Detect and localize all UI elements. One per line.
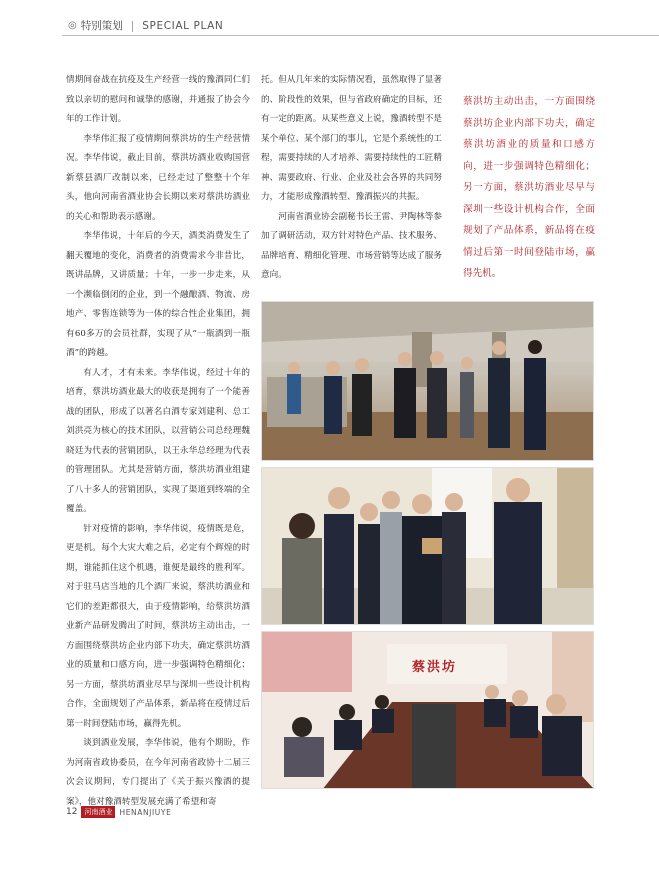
pull-quote: 蔡洪坊主动出击，一方面围绕蔡洪坊企业内部下功夫，确定蔡洪坊酒业的质量和口感方向，进一步强调特色精细化；另一方面，蔡洪坊酒业尽早与深圳一些设计机构合作，全面规划了产品体系，新品将在疫情过后第一时间登陆市场，赢得先机。 <box>463 96 595 279</box>
section-title-cn: 特别策划 <box>80 20 123 32</box>
paragraph: 谈到酒业发展，李华伟说，他有个期盼，作为河南省政协委员，在今年河南省政协十二届三次会议期间，专门提出了《关于振兴豫酒的提案》，他对豫酒转型发展充满了希望和寄 <box>66 738 250 807</box>
factory-scene <box>262 302 594 461</box>
photo-product-inspection <box>261 467 594 625</box>
magazine-badge: 河南酒业 <box>81 806 115 818</box>
paragraph: 有人才，才有未来。李华伟说，经过十年的培育，蔡洪坊酒业最大的收获是拥有了一个能善战的团队，形成了以著名白酒专家刘建利、总工刘洪亮为核心的技术团队，以营销公司总经理魏晓廷为代表的营销团队，以王永华总经理为代表的管理团队。尤其是营销方面，蔡洪坊酒业组建了八十多人的营销团队，实现了渠道到终端的全覆盖。 <box>66 367 250 514</box>
header-divider: | <box>130 19 135 32</box>
company-sign: 蔡洪坊 <box>412 660 458 675</box>
paragraph: 针对疫情的影响，李华伟说，疫情既是危，更是机。每个大灾大难之后，必定有个辉煌的时期，谁能抓住这个机遇，谁便是最终的胜利军。对于驻马店当地的几个酒厂来说，蔡洪坊酒业和它们的差距都很大，由于疫情影响，给蔡洪坊酒业新产品研发腾出了时间，蔡洪坊主动出击，一方面围绕蔡洪坊企业内部下功夫，确定蔡洪坊酒业的质量和口感方向，进一步强调特色精细化；另一方面，蔡洪坊酒业尽早与深圳一些设计机构合作，全面规划了产品体系，新品将在疫情过后第一时间登陆市场，赢得先机。 <box>66 523 250 729</box>
header-rule <box>62 35 659 36</box>
paragraph: 河南省酒业协会副秘书长王雷、尹陶林等参加了调研活动，双方针对特色产品、技术服务、品牌培育、精细化管理、市场营销等达成了服务意向。 <box>261 211 442 280</box>
paragraph: 托。但从几年来的实际情况看，虽然取得了显著的、阶段性的效果，但与省政府确定的目标，还有一定的距离。从某些意义上说，豫酒转型不是某个单位、某个部门的事儿，它是个系统性的工程，需要持续的人才培养、需要持续性的工匠精神、需要政府、行业、企业及社会各界的共同努力，才能形成豫酒转型、豫酒振兴的共振。 <box>261 75 442 202</box>
inspection-scene <box>262 468 594 625</box>
circle-mark-icon: ◎ <box>68 20 77 31</box>
paragraph: 李华伟说，十年后的今天，酒类消费发生了翻天覆地的变化，消费者的消费需求今非昔比，既讲品牌，又讲质量；十年，一步一步走来，从一个濒临倒闭的企业，到一个融酿酒、物流、房地产、零售连锁等为一体的综合性企业集团，拥有60多万的会员社群，实现了从“一瓶酒到一瓶酒”的跨越。 <box>66 231 250 358</box>
section-header <box>68 18 223 33</box>
photo-factory-visit <box>261 301 594 461</box>
page-number: 12 <box>66 807 78 817</box>
page-footer <box>66 806 171 818</box>
paragraph: 李华伟汇报了疫情期间蔡洪坊的生产经营情况。李华伟说，截止目前，蔡洪坊酒业收购国营新蔡县酒厂改制以来，已经走过了整整十个年头，他向河南省酒业协会长期以来对蔡洪坊酒业的关心和帮助表示感谢。 <box>66 133 250 222</box>
photo-meeting <box>261 631 594 789</box>
article-column-2 <box>261 71 442 286</box>
section-title-en: SPECIAL PLAN <box>142 19 224 32</box>
paragraph: 情期间奋战在抗疫及生产经营一线的豫酒同仁们致以亲切的慰问和诚挚的感谢，并通报了协会今年的工作计划。 <box>66 75 250 124</box>
publication-name: HENANJIUYE <box>119 807 172 817</box>
article-column-1 <box>66 71 250 812</box>
